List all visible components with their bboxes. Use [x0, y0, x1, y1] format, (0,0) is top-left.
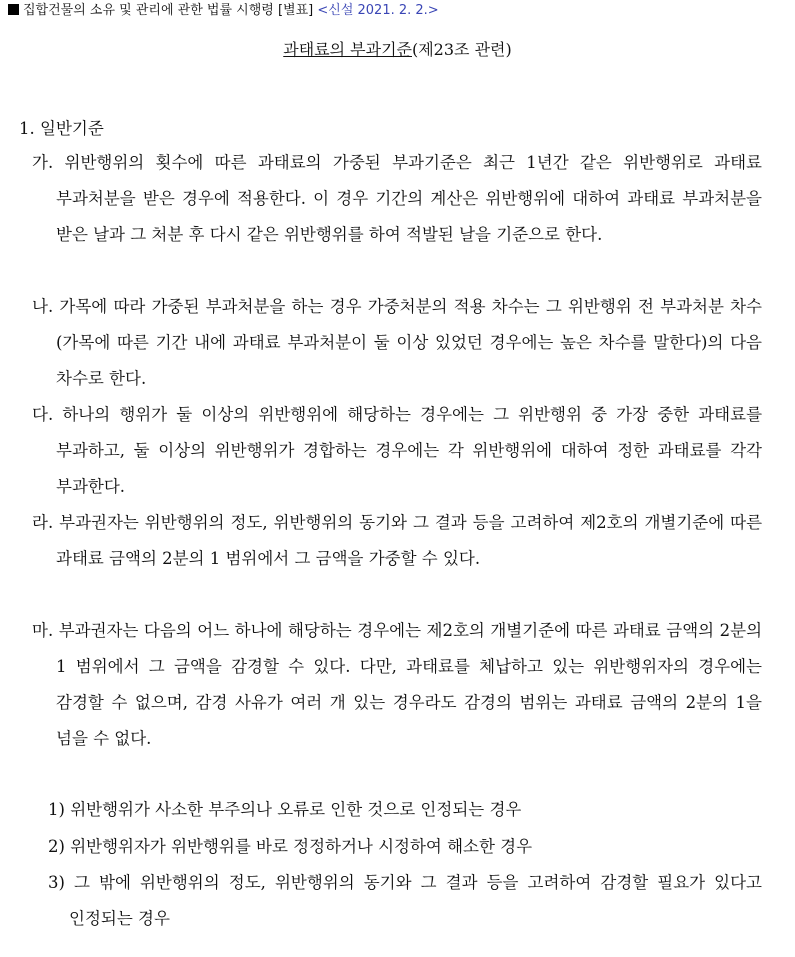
subitem-marker: 3)	[48, 873, 65, 892]
list-item	[32, 145, 762, 253]
section-number: 1.	[19, 119, 35, 138]
subitem-marker: 1)	[48, 800, 65, 819]
list-item	[32, 613, 762, 757]
title-main: 과태료의 부과기준	[283, 40, 412, 59]
title-suffix: (제23조 관련)	[411, 40, 512, 59]
list-item	[32, 289, 762, 397]
section-label: 일반기준	[40, 119, 104, 138]
item-marker: 마.	[32, 621, 54, 640]
page-title	[0, 38, 795, 62]
law-name: 집합건물의 소유 및 관리에 관한 법률 시행령 [별표]	[23, 3, 314, 18]
item-marker: 라.	[32, 513, 54, 532]
document-header	[8, 2, 439, 20]
square-bullet-icon	[8, 4, 19, 15]
item-text: 위반행위의 횟수에 따른 과태료의 가중된 부과기준은 최근 1년간 같은 위반행위로 과태료 부과처분을 받은 경우에 적용한다. 이 경우 기간의 계산은 위반행위에 대하여 과태료 부과처분을 받은 날과 그 처분 후 다시 같은 위반행위를 하여 적발된 날을 기준으로 한다.	[56, 153, 762, 244]
item-text: 부과권자는 다음의 어느 하나에 해당하는 경우에는 제2호의 개별기준에 따른 과태료 금액의 2분의 1 범위에서 그 금액을 감경할 수 있다. 다만, 과태료를 체납하고 있는 위반행위자의 경우에는 감경할 수 없으며, 감경 사유가 여러 개 있는 경우라도 감경의 범위는 과태료 금액의 2분의 1을 넘을 수 없다.	[56, 621, 763, 748]
subitem-text: 위반행위자가 위반행위를 바로 정정하거나 시정하여 해소한 경우	[70, 837, 533, 856]
subitem-marker: 2)	[48, 837, 65, 856]
item-marker: 나.	[32, 297, 54, 316]
item-text: 부과권자는 위반행위의 정도, 위반행위의 동기와 그 결과 등을 고려하여 제2호의 개별기준에 따른 과태료 금액의 2분의 1 범위에서 그 금액을 가중할 수 있다.	[56, 513, 763, 568]
sub-list-item	[48, 829, 762, 865]
subitem-text: 그 밖에 위반행위의 정도, 위반행위의 동기와 그 결과 등을 고려하여 감경할 필요가 있다고 인정되는 경우	[69, 873, 762, 928]
section-heading	[19, 117, 104, 141]
item-marker: 가.	[32, 153, 54, 172]
subitem-text: 위반행위가 사소한 부주의나 오류로 인한 것으로 인정되는 경우	[70, 800, 522, 819]
item-marker: 다.	[32, 405, 54, 424]
list-item	[32, 397, 762, 505]
item-text: 하나의 행위가 둘 이상의 위반행위에 해당하는 경우에는 그 위반행위 중 가장 중한 과태료를 부과하고, 둘 이상의 위반행위가 경합하는 경우에는 각 위반행위에 대하여 정한 과태료를 각각 부과한다.	[56, 405, 763, 496]
sub-list-item	[48, 792, 762, 828]
sub-list-item	[48, 865, 762, 937]
item-text: 가목에 따라 가중된 부과처분을 하는 경우 가중처분의 적용 차수는 그 위반행위 전 부과처분 차수(가목에 따른 기간 내에 과태료 부과처분이 둘 이상 있었던 경우에는 높은 차수를 말한다)의 다음 차수로 한다.	[56, 297, 762, 388]
amendment-tag: <신설 2021. 2. 2.>	[317, 3, 439, 18]
list-item	[32, 505, 762, 577]
